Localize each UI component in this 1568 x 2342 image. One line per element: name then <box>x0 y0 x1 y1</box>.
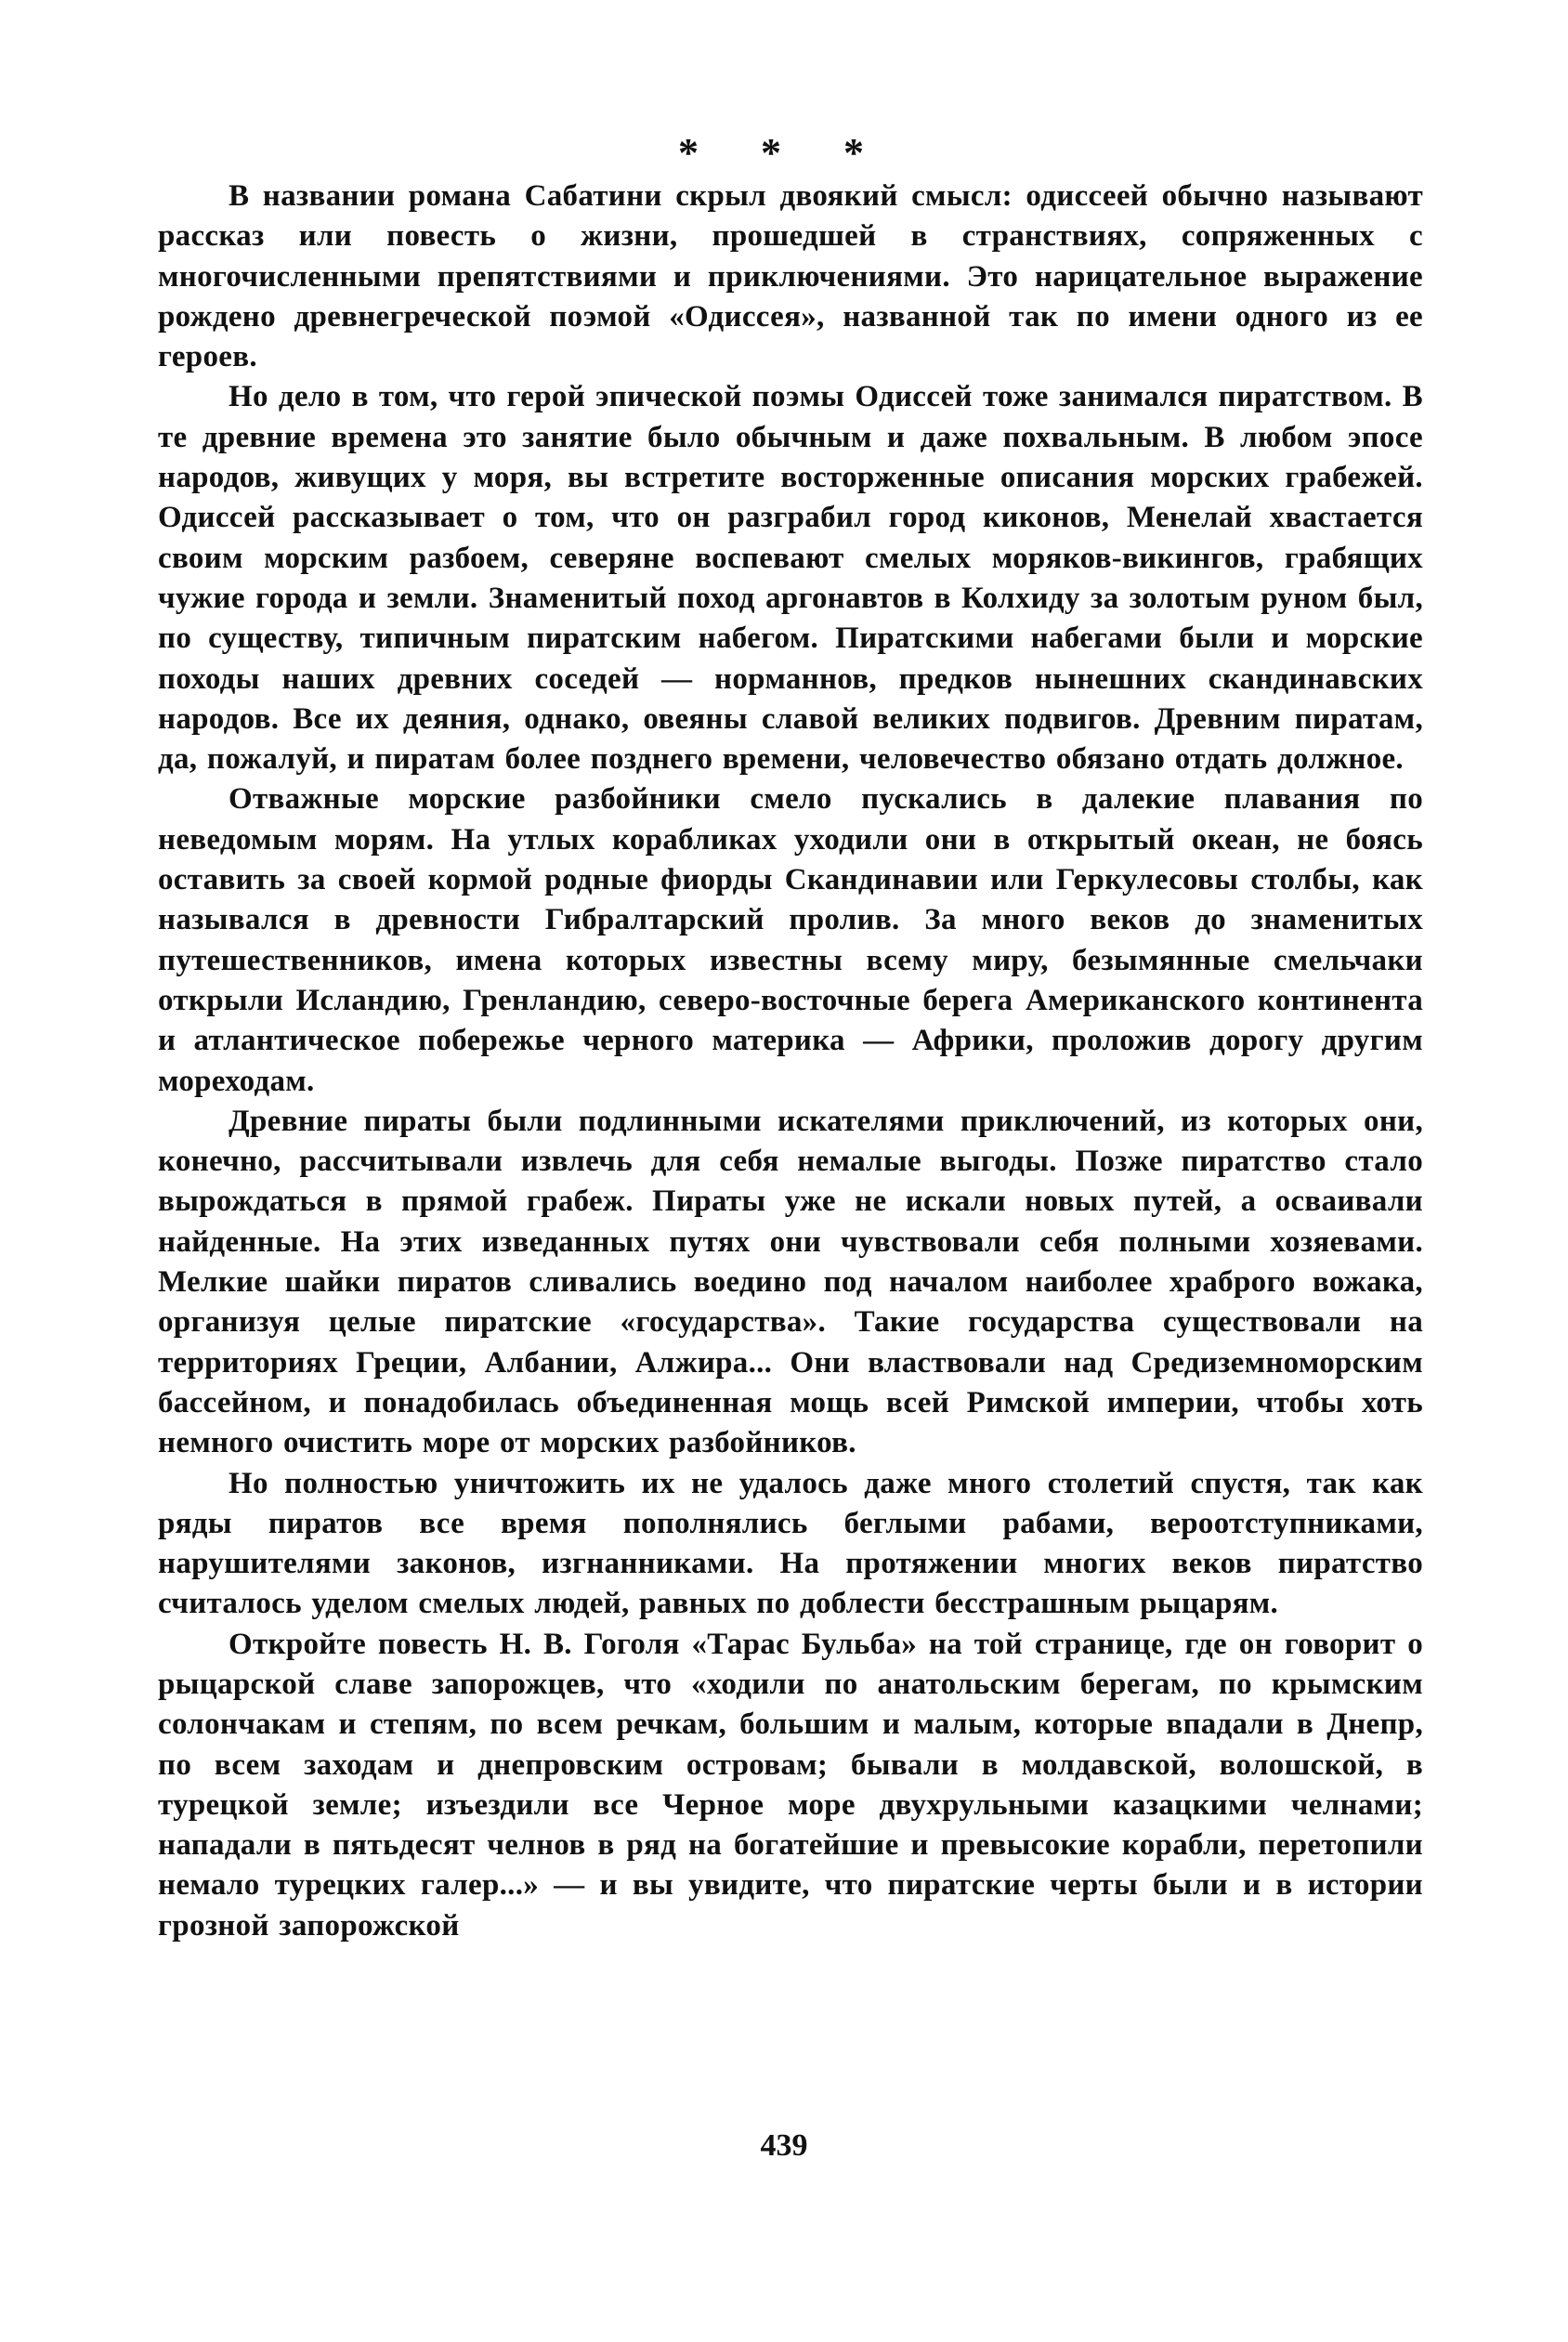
paragraph-2: Но дело в том, что герой эпической поэмы Одиссей тоже занимался пиратством. В те древние времена это занятие было обычным и даже похвальным. В любом эпосе народов, живущих у моря, вы встретите восторженные описания морских грабежей. Одиссей рассказывает о том, что он разграбил город киконов, Менелай хвастается своим морским разбоем, северяне воспевают смелых моряков-викингов, грабящих чужие города и земли. Знаменитый поход аргонавтов в Колхиду за золотым руном был, по существу, типичным пиратским набегом. Пиратскими набегами были и морские походы наших древних соседей — норманнов, предков нынешних скандинавских народов. Все их деяния, однако, овеяны славой великих подвигов. Древним пиратам, да, пожалуй, и пиратам более позднего времени, человечество обязано отдать должное. <box>158 380 1423 777</box>
paragraph-5: Но полностью уничтожить их не удалось даже много столетий спустя, так как ряды пиратов все время пополнялись беглыми рабами, вероотступниками, нарушителями законов, изгнанниками. На протяжении многих веков пиратство считалось уделом смелых людей, равных по доблести бесстрашным рыцарям. <box>158 1466 1423 1621</box>
page-number: 439 <box>760 2128 808 2163</box>
body-text <box>158 177 1423 1946</box>
paragraph-6: Откройте повесть Н. В. Гоголя «Тарас Бульба» на той странице, где он говорит о рыцарской славе запорожцев, что «ходили по анатольским берегам, по крымским солончакам и степям, по всем речкам, большим и малым, которые впадали в Днепр, по всем заходам и днепровским островам; бывали в молдавской, волошской, в турецкой земле; изъездили все Черное море двухрульными казацкими челнами; нападали в пятьдесят челнов в ряд на богатейшие и превысокие корабли, перетопили немало турецких галер...» — и вы увидите, что пиратские черты были и в истории грозной запорожской <box>158 1627 1423 1943</box>
paragraph-3: Отважные морские разбойники смело пускались в далекие плавания по неведомым морям. На утлых корабликах уходили они в открытый океан, не боясь оставить за своей кормой родные фиорды Скандинавии или Геркулесовы столбы, как назывался в древности Гибралтарский пролив. За много веков до знаменитых путешественников, имена которых известны всему миру, безымянные смельчаки открыли Исландию, Гренландию, северо-восточные берега Американского континента и атлантическое побережье черного материка — Африки, проложив дорогу другим мореходам. <box>158 782 1423 1098</box>
paragraph-1: В названии романа Сабатини скрыл двоякий смысл: одиссеей обычно называют рассказ или повесть о жизни, прошедшей в странствиях, сопряженных с многочисленными препятствиями и приключениями. Это нарицательное выражение рождено древнегреческой поэмой «Одиссея», названной так по имени одного из ее героев. <box>158 179 1423 374</box>
section-divider: * * * <box>678 130 890 176</box>
paragraph-4: Древние пираты были подлинными искателями приключений, из которых они, конечно, рассчитывали извлечь для себя немалые выгоды. Позже пиратство стало вырождаться в прямой грабеж. Пираты уже не искали новых путей, а осваивали найденные. На этих изведанных путях они чувствовали себя полными хозяевами. Мелкие шайки пиратов сливались воедино под началом наиболее храброго вожака, организуя целые пиратские «государства». Такие государства существовали на территориях Греции, Албании, Алжира... Они властвовали над Средиземноморским бассейном, и понадобилась объединенная мощь всей Римской империи, чтобы хоть немного очистить море от морских разбойников. <box>158 1104 1423 1460</box>
